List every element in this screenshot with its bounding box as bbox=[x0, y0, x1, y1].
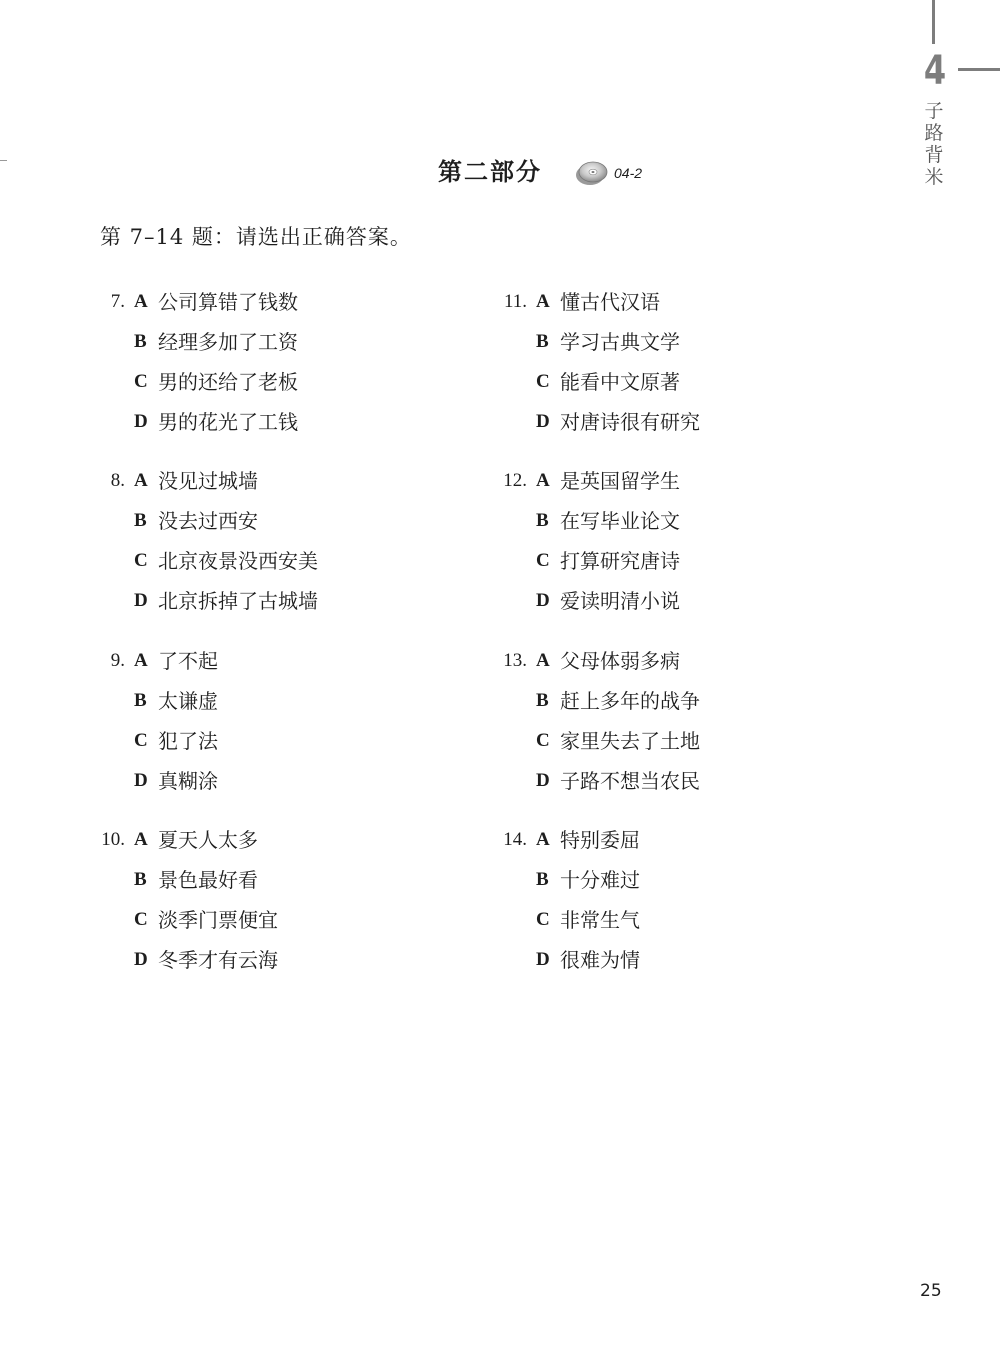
option-text: 没去过西安 bbox=[158, 509, 258, 533]
answer-options bbox=[134, 820, 380, 980]
answer-options bbox=[536, 820, 782, 980]
option-text: 子路不想当农民 bbox=[560, 769, 700, 793]
answer-option[interactable] bbox=[536, 860, 782, 900]
answer-option[interactable] bbox=[134, 820, 380, 860]
answer-option[interactable] bbox=[134, 940, 380, 980]
option-letter: A bbox=[134, 829, 148, 850]
audio-track-label: 04-2 bbox=[614, 165, 643, 181]
answer-option[interactable] bbox=[134, 461, 380, 501]
option-letter: C bbox=[134, 371, 148, 392]
option-text: 北京拆掉了古城墙 bbox=[158, 589, 318, 613]
option-text: 在写毕业论文 bbox=[560, 509, 680, 533]
answer-option[interactable] bbox=[536, 940, 782, 980]
cd-icon bbox=[574, 159, 610, 187]
option-letter: B bbox=[134, 869, 147, 890]
section-heading bbox=[0, 152, 1000, 192]
answer-options bbox=[134, 641, 380, 801]
option-text: 打算研究唐诗 bbox=[560, 549, 680, 573]
answer-option[interactable] bbox=[536, 461, 782, 501]
chapter-tab-line-vertical bbox=[932, 0, 935, 44]
answer-option[interactable] bbox=[536, 322, 782, 362]
answer-option[interactable] bbox=[134, 900, 380, 940]
option-letter: B bbox=[134, 331, 147, 352]
option-text: 十分难过 bbox=[560, 868, 640, 892]
option-letter: D bbox=[536, 590, 550, 611]
option-text: 能看中文原著 bbox=[560, 370, 680, 394]
option-text: 家里失去了土地 bbox=[560, 729, 700, 753]
question-number: 13. bbox=[503, 650, 527, 671]
option-text: 没见过城墙 bbox=[158, 469, 258, 493]
option-letter: D bbox=[536, 411, 550, 432]
answer-options bbox=[134, 282, 380, 442]
option-text: 很难为情 bbox=[560, 948, 640, 972]
option-letter: C bbox=[134, 909, 148, 930]
option-text: 真糊涂 bbox=[158, 769, 218, 793]
option-text: 夏天人太多 bbox=[158, 828, 258, 852]
option-text: 公司算错了钱数 bbox=[158, 290, 298, 314]
question-number: 14. bbox=[503, 829, 527, 850]
answer-option[interactable] bbox=[536, 581, 782, 621]
answer-option[interactable] bbox=[536, 541, 782, 581]
answer-option[interactable] bbox=[134, 641, 380, 681]
option-text: 爱读明清小说 bbox=[560, 589, 680, 613]
option-letter: A bbox=[134, 470, 148, 491]
option-text: 非常生气 bbox=[560, 908, 640, 932]
answer-option[interactable] bbox=[536, 402, 782, 442]
answer-option[interactable] bbox=[134, 402, 380, 442]
option-text: 北京夜景没西安美 bbox=[158, 549, 318, 573]
option-text: 男的还给了老板 bbox=[158, 370, 298, 394]
question-number: 11. bbox=[503, 291, 527, 312]
answer-option[interactable] bbox=[536, 681, 782, 721]
answer-option[interactable] bbox=[536, 900, 782, 940]
option-letter: C bbox=[134, 550, 148, 571]
option-letter: A bbox=[536, 650, 550, 671]
option-letter: B bbox=[134, 510, 147, 531]
option-letter: C bbox=[536, 550, 550, 571]
answer-option[interactable] bbox=[536, 501, 782, 541]
answer-option[interactable] bbox=[536, 721, 782, 761]
option-letter: B bbox=[536, 331, 549, 352]
option-text: 景色最好看 bbox=[158, 868, 258, 892]
option-text: 懂古代汉语 bbox=[560, 290, 660, 314]
option-text: 特别委屈 bbox=[560, 828, 640, 852]
answer-option[interactable] bbox=[536, 641, 782, 681]
option-text: 太谦虚 bbox=[158, 689, 218, 713]
option-letter: A bbox=[134, 291, 148, 312]
answer-options bbox=[536, 461, 782, 621]
option-text: 学习古典文学 bbox=[560, 330, 680, 354]
answer-option[interactable] bbox=[134, 761, 380, 801]
question-number: 7. bbox=[110, 291, 125, 312]
answer-options bbox=[134, 461, 380, 621]
answer-option[interactable] bbox=[134, 322, 380, 362]
option-letter: B bbox=[134, 690, 147, 711]
option-letter: D bbox=[134, 411, 148, 432]
option-letter: D bbox=[134, 770, 148, 791]
option-letter: B bbox=[536, 869, 549, 890]
answer-option[interactable] bbox=[134, 541, 380, 581]
answer-option[interactable] bbox=[134, 362, 380, 402]
instructions: 第 7–14 题：请选出正确答案。 bbox=[100, 225, 412, 249]
option-letter: C bbox=[134, 730, 148, 751]
option-letter: D bbox=[134, 949, 148, 970]
option-text: 淡季门票便宜 bbox=[158, 908, 278, 932]
chapter-title: 子路背米 bbox=[924, 100, 944, 188]
option-text: 了不起 bbox=[158, 649, 218, 673]
option-text: 赶上多年的战争 bbox=[560, 689, 700, 713]
page-number: 25 bbox=[920, 1281, 942, 1301]
question-number: 10. bbox=[101, 829, 125, 850]
section-title: 第二部分 bbox=[438, 157, 542, 186]
answer-option[interactable] bbox=[536, 362, 782, 402]
question-number: 8. bbox=[110, 470, 125, 491]
option-letter: D bbox=[536, 770, 550, 791]
answer-option[interactable] bbox=[536, 761, 782, 801]
answer-option[interactable] bbox=[134, 581, 380, 621]
option-letter: B bbox=[536, 690, 549, 711]
chapter-tab-line-horizontal bbox=[958, 68, 1000, 71]
question-number: 12. bbox=[503, 470, 527, 491]
option-letter: A bbox=[536, 291, 550, 312]
option-letter: A bbox=[134, 650, 148, 671]
option-text: 冬季才有云海 bbox=[158, 948, 278, 972]
answer-options bbox=[536, 282, 782, 442]
option-letter: C bbox=[536, 909, 550, 930]
answer-option[interactable] bbox=[134, 860, 380, 900]
answer-option[interactable] bbox=[536, 282, 782, 322]
answer-option[interactable] bbox=[134, 721, 380, 761]
option-letter: A bbox=[536, 470, 550, 491]
chapter-number: 4 bbox=[923, 48, 947, 94]
answer-option[interactable] bbox=[134, 501, 380, 541]
option-text: 父母体弱多病 bbox=[560, 649, 680, 673]
answer-option[interactable] bbox=[134, 681, 380, 721]
option-text: 犯了法 bbox=[158, 729, 218, 753]
option-text: 经理多加了工资 bbox=[158, 330, 298, 354]
option-letter: C bbox=[536, 730, 550, 751]
answer-option[interactable] bbox=[134, 282, 380, 322]
option-text: 男的花光了工钱 bbox=[158, 410, 298, 434]
option-letter: C bbox=[536, 371, 550, 392]
question-number: 9. bbox=[110, 650, 125, 671]
option-text: 是英国留学生 bbox=[560, 469, 680, 493]
option-letter: D bbox=[134, 590, 148, 611]
option-text: 对唐诗很有研究 bbox=[560, 410, 700, 434]
option-letter: B bbox=[536, 510, 549, 531]
option-letter: D bbox=[536, 949, 550, 970]
option-letter: A bbox=[536, 829, 550, 850]
answer-option[interactable] bbox=[536, 820, 782, 860]
answer-options bbox=[536, 641, 782, 801]
